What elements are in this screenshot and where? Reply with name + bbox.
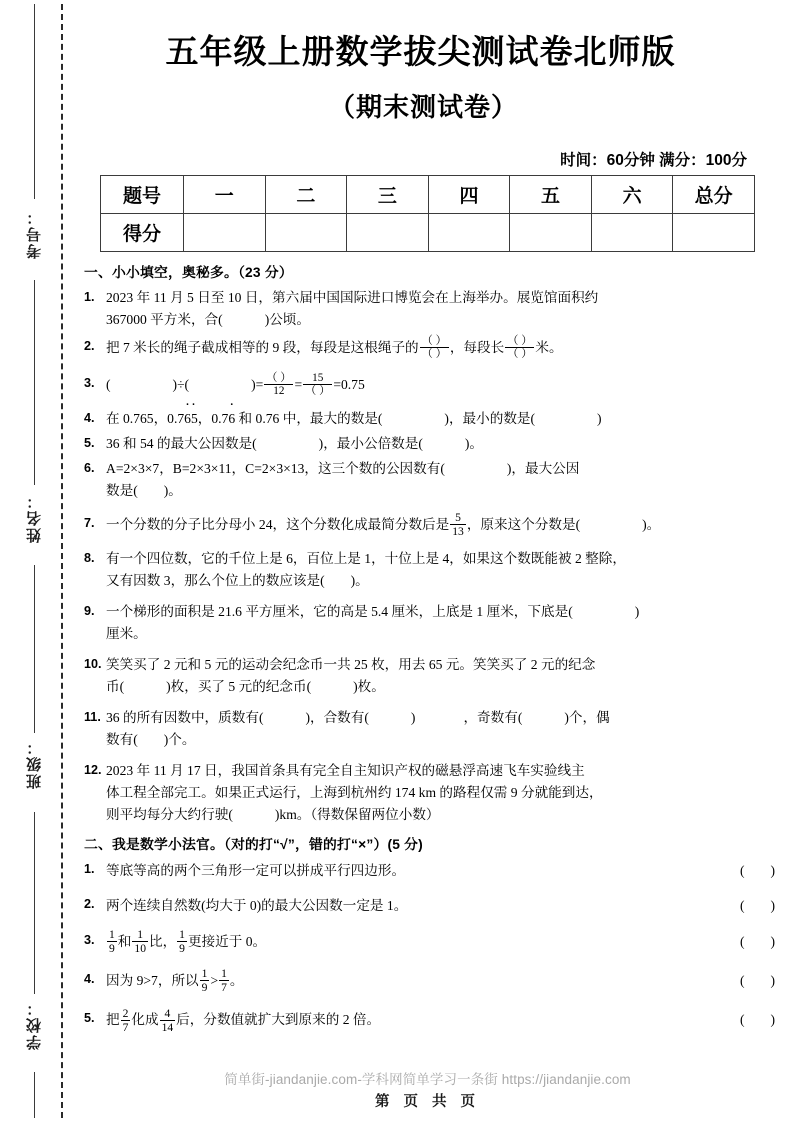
answer-blank[interactable] [120, 676, 171, 698]
question-2 [84, 334, 783, 362]
score-input-cell[interactable] [591, 214, 673, 252]
question-number: 4. [84, 410, 95, 425]
question-3 [84, 371, 783, 399]
question-text: 一个分数的分子比分母小 24，这个分数化成最简分数后是 [106, 516, 450, 532]
judgement-blank[interactable]: ( ) [739, 972, 775, 988]
score-table [100, 175, 755, 252]
question-text: 2023 年 11 月 5 日至 10 日，第六届中国国际进口博览会在上海举办。展览馆面积约 [106, 289, 599, 305]
question-text: 后，分数值就扩大到原来的 2 倍。 [176, 1012, 381, 1028]
question-text: 把 [106, 1012, 120, 1028]
tf-question-3 [84, 928, 783, 956]
question-text: ，最小公倍数是 [323, 435, 419, 451]
fraction-four-fourteenths [160, 1007, 176, 1034]
question-number: 7. [84, 515, 95, 530]
score-input-cell[interactable] [184, 214, 266, 252]
seal-rule-4 [34, 812, 35, 994]
fraction-denominator: （ ） [421, 348, 447, 361]
answer-blank[interactable] [307, 676, 358, 698]
answer-blank[interactable] [418, 433, 469, 455]
fraction-numerator: （ ） [507, 334, 533, 347]
judgement-blank[interactable]: ( ) [739, 1012, 775, 1028]
question-number: 5. [84, 1011, 95, 1026]
question-text: 币 [106, 679, 120, 695]
sidebar-field-exam-number [22, 208, 48, 264]
answer-blank[interactable] [531, 408, 602, 430]
question-text: 枚。 [357, 679, 385, 695]
answer-blank[interactable] [259, 707, 310, 729]
question-text: 又有因数 3，那么个位上的数应该是 [106, 573, 321, 589]
question-text: 等底等高的两个三角形一定可以拼成平行四边形。 [106, 863, 406, 879]
answer-blank[interactable] [133, 480, 168, 502]
answer-blank[interactable] [228, 804, 279, 826]
question-text: 化成 [131, 1012, 159, 1028]
question-text: > [210, 972, 219, 988]
equation-fraction-2[interactable] [303, 372, 332, 398]
question-text: 。 [229, 972, 244, 988]
answer-blank[interactable] [252, 433, 323, 455]
question-text: ，最小的数是 [448, 410, 531, 426]
answer-blank[interactable] [218, 309, 269, 331]
question-number: 3. [84, 375, 95, 390]
watermark-text: 简单街-jiandanjie.com-学科网简单学习一条街 https://jiandanjie.com [224, 1072, 631, 1087]
question-text: 在 0.765，0.7 [106, 410, 185, 426]
fraction-denominator: 7 [122, 1020, 129, 1034]
fraction-one-ninth [107, 928, 117, 955]
question-text: 更接近于 0。 [187, 933, 267, 949]
question-number: 6. [84, 460, 95, 475]
answer-blank[interactable] [568, 601, 639, 623]
question-text: ，最大公因 [511, 460, 580, 476]
fraction-numerator: 2 [122, 1006, 129, 1020]
question-10 [84, 654, 783, 698]
repeating-decimal-mark: 6 · [228, 408, 235, 430]
answer-blank[interactable] [576, 511, 647, 538]
answer-blank[interactable] [106, 371, 177, 398]
question-text: ，原来这个分数是 [466, 516, 576, 532]
fraction-denominator: 10 [134, 942, 146, 955]
question-text: = [294, 376, 303, 392]
question-number: 9. [84, 604, 95, 619]
question-4 [84, 408, 783, 430]
question-text: 。 [168, 482, 182, 498]
seal-rule-2 [34, 280, 35, 485]
score-table-cell: 总分 [673, 176, 755, 214]
question-text: km。（得数保留两位小数） [279, 807, 440, 823]
question-number: 1. [84, 862, 95, 877]
fraction-numerator: 5 [455, 511, 461, 525]
tf-question-1 [84, 859, 783, 882]
question-text: 两个连续自然数(均大于 0)的最大公因数一定是 1。 [106, 897, 408, 913]
sidebar-field-class [22, 738, 48, 794]
question-text: 则平均每分大约行驶 [106, 807, 229, 823]
question-7 [84, 511, 783, 539]
seal-rule-5 [34, 1072, 35, 1118]
question-text: 数有 [106, 732, 134, 748]
judgement-blank[interactable]: ( ) [739, 863, 775, 879]
seal-rule-3 [34, 565, 35, 733]
tf-question-4 [84, 967, 783, 995]
question-text: 枚，买了 5 元的纪念币 [170, 679, 307, 695]
seal-line-sidebar [0, 0, 62, 1122]
answer-fraction-2[interactable] [505, 335, 534, 361]
question-text: ，奇数有 [463, 710, 518, 726]
question-number: 11. [84, 710, 101, 725]
page-subtitle: （期末测试卷） [328, 92, 518, 122]
fraction-numerator: 1 [221, 967, 227, 981]
question-text: 个。 [168, 732, 196, 748]
question-text: A=2×3×7，B=2×3×11，C=2×3×13，这三个数的公因数有 [106, 460, 441, 476]
questions-body [84, 263, 783, 1035]
sidebar-label-exam-number: 考号： [26, 208, 43, 259]
fraction-two-sevenths [121, 1007, 131, 1034]
score-table-cell: 二 [265, 176, 347, 214]
question-text: 36 和 54 的最大公因数是 [106, 435, 253, 451]
answer-blank[interactable] [378, 408, 449, 430]
question-text: 个，偶 [568, 710, 610, 726]
question-text: ，合数有 [310, 710, 365, 726]
fraction-numerator: （ ） [421, 334, 447, 347]
question-6 [84, 458, 783, 502]
sidebar-field-school [22, 999, 48, 1055]
section-two-heading: 二、我是数学小法官。（对的打“√”，错的打“×”）(5 分) [84, 837, 423, 853]
question-text: 有一个四位数，它的千位上是 6，百位上是 1，十位上是 4，如果这个数既能被 2 整除， [106, 551, 626, 567]
answer-blank[interactable] [133, 729, 168, 751]
question-number: 2. [84, 896, 95, 911]
answer-blank[interactable] [320, 570, 355, 592]
question-1 [84, 287, 783, 331]
question-text: ，每段长 [449, 340, 505, 355]
answer-blank[interactable] [518, 707, 569, 729]
question-text: ，0.7 [197, 410, 229, 426]
question-text: 把 7 米长的绳子截成相等的 9 段，每段是这根绳子的 [106, 340, 419, 355]
tf-question-2 [84, 894, 783, 917]
question-text: 2023 年 11 月 17 日，我国首条具有完全自主知识产权的磁悬浮高速飞车实验线主 [106, 763, 585, 779]
score-input-cell[interactable] [428, 214, 510, 252]
question-number: 4. [84, 971, 95, 986]
score-table-cell: 六 [591, 176, 673, 214]
fraction-five-thirteenths [450, 511, 466, 538]
fraction-one-ninth-2 [177, 928, 187, 955]
fraction-one-seventh [219, 967, 229, 994]
question-text: 数是 [106, 482, 134, 498]
fraction-denominator: （ ） [305, 385, 331, 398]
score-input-cell[interactable] [347, 214, 429, 252]
fraction-denominator: 13 [452, 525, 464, 539]
answer-fraction-1[interactable] [420, 335, 449, 361]
fraction-denominator: 14 [161, 1020, 174, 1034]
fraction-denominator: 9 [179, 942, 185, 955]
score-table-cell: 五 [510, 176, 592, 214]
score-table-cell: 三 [347, 176, 429, 214]
fraction-denominator: 9 [201, 981, 208, 995]
score-table-cell: 一 [184, 176, 266, 214]
sidebar-label-name: 姓名： [26, 492, 43, 543]
question-number: 8. [84, 551, 95, 566]
fraction-denominator: 12 [264, 384, 293, 398]
question-number: 5. [84, 435, 95, 450]
judgement-blank[interactable]: ( ) [739, 897, 775, 913]
question-12 [84, 760, 783, 826]
sidebar-label-class: 班级： [26, 738, 43, 789]
question-text: 厘米。 [106, 626, 147, 642]
tf-question-5 [84, 1006, 783, 1034]
score-input-cell[interactable] [673, 214, 755, 252]
fraction-denominator: 9 [109, 942, 115, 955]
fraction-one-tenth [132, 928, 148, 955]
score-table-row-head: 题号 [101, 176, 184, 214]
question-text: = [255, 376, 264, 392]
fraction-numerator: （ ） [266, 371, 292, 384]
question-number: 2. [84, 339, 95, 353]
question-text: 公顷。 [269, 311, 310, 327]
fraction-numerator: 1 [137, 928, 144, 942]
question-11 [84, 707, 783, 751]
question-text: 。 [646, 516, 661, 532]
exam-meta-info: 时间：60分钟 满分：100分 [560, 152, 747, 169]
fraction-denominator: 7 [221, 981, 227, 995]
question-number: 1. [84, 289, 95, 304]
question-9 [84, 601, 783, 645]
question-text: 笑笑买了 2 元和 5 元的运动会纪念币一共 25 枚，用去 65 元。笑笑买了 2 元的纪念 [106, 657, 596, 673]
page-content [62, 0, 793, 1122]
question-number: 10. [84, 657, 102, 672]
question-text: 和 [117, 933, 132, 949]
table-row [101, 176, 755, 214]
repeating-decimal-mark: 65 ·· [184, 408, 198, 430]
equation-fraction-1[interactable] [264, 372, 293, 398]
question-text: 因为 9>7，所以 [106, 972, 199, 988]
question-number: 12. [84, 763, 102, 778]
section-one-heading: 一、小小填空，奥秘多。（23 分） [84, 265, 293, 280]
page-title: 五年级上册数学拔尖测试卷北师版 [165, 33, 676, 70]
question-text: 。 [469, 435, 484, 451]
question-5 [84, 433, 783, 455]
question-text: 比， [148, 933, 177, 949]
fraction-denominator: （ ） [507, 348, 533, 361]
score-input-cell[interactable] [265, 214, 347, 252]
fraction-numerator: 4 [164, 1006, 171, 1020]
fraction-one-ninth [200, 967, 210, 994]
score-input-cell[interactable] [510, 214, 592, 252]
fraction-numerator: 1 [201, 967, 208, 981]
sidebar-field-name [22, 492, 48, 548]
question-8 [84, 548, 783, 592]
fraction-numerator: 15 [312, 371, 324, 384]
question-text: 体工程全部完工。如果正式运行，上海到杭州约 174 km 的路程仅需 9 分就能到达， [106, 785, 603, 801]
answer-blank[interactable] [185, 371, 256, 398]
seal-rule-1 [34, 4, 35, 199]
score-table-cell: 四 [428, 176, 510, 214]
sidebar-label-school: 学校： [26, 999, 43, 1050]
fraction-numerator: 1 [179, 928, 185, 942]
question-text: 36 的所有因数中，质数有 [106, 710, 259, 726]
score-table-row-head: 得分 [101, 214, 184, 252]
question-text: ÷ [177, 376, 185, 392]
question-text: =0.75 [333, 376, 365, 392]
question-text: 和 0.76 中，最大的数是 [235, 410, 378, 426]
answer-blank[interactable] [364, 707, 415, 729]
judgement-blank[interactable]: ( ) [739, 933, 775, 949]
answer-blank[interactable] [440, 458, 511, 480]
question-text: 一个梯形的面积是 21.6 平方厘米，它的高是 5.4 厘米，上底是 1 厘米，下底是 [106, 604, 569, 620]
fraction-numerator: 1 [109, 928, 115, 942]
score-table-wrapper [100, 175, 755, 252]
question-text: 367000 平方米，合 [106, 311, 219, 327]
page-footer: 第 页 共 页 [374, 1094, 481, 1110]
question-text: 米。 [535, 340, 563, 355]
table-row [101, 214, 755, 252]
question-number: 3. [84, 932, 95, 947]
question-text: 。 [355, 573, 369, 589]
